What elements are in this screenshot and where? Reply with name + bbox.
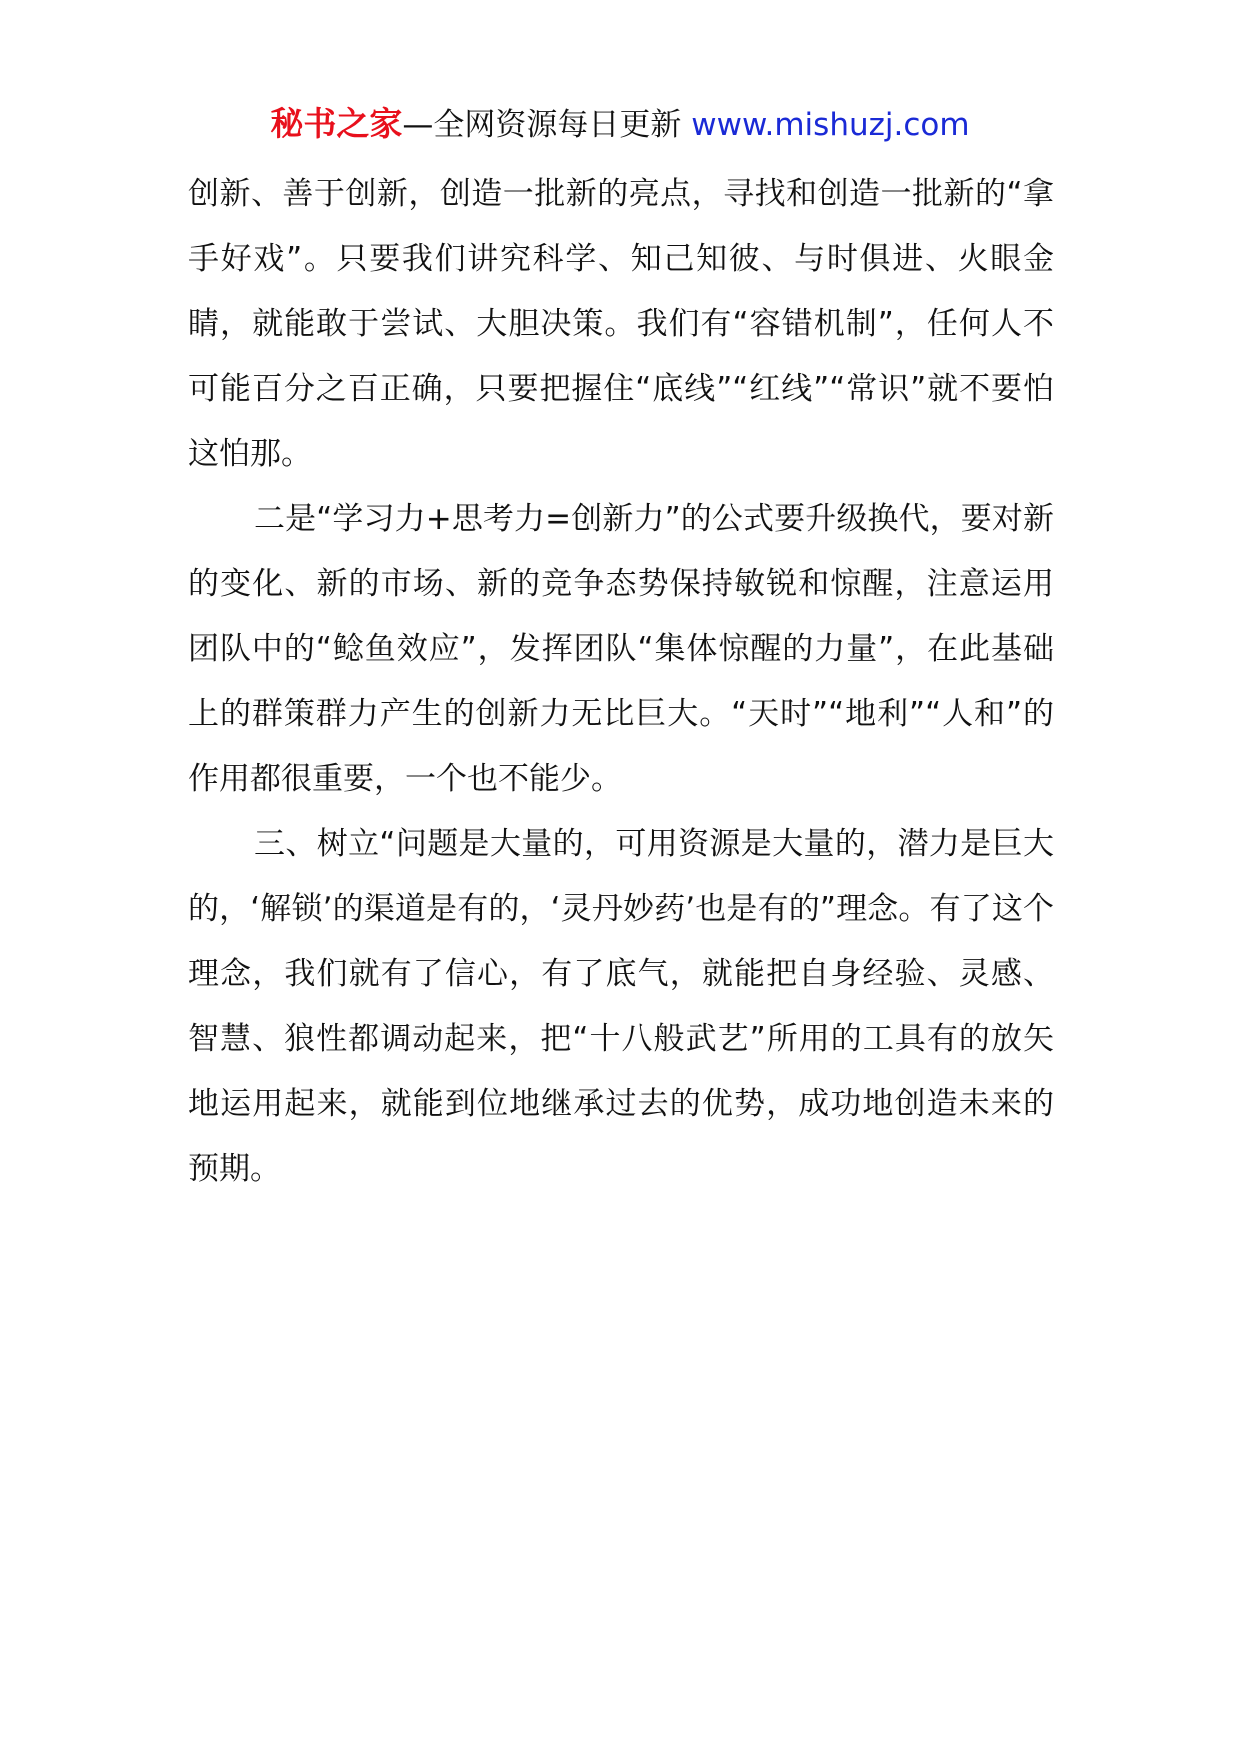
header-brand: 秘书之家: [270, 104, 403, 143]
header-tagline: —全网资源每日更新: [402, 107, 682, 143]
paragraph-point-three: 三、树立“问题是大量的，可用资源是大量的，潜力是巨大的，‘解锁’的渠道是有的，‘灵丹妙药’也是有的”理念。有了这个理念，我们就有了信心，有了底气，就能把自身经验、灵感、智慧、狼性都调动起来，把“十八般武艺”所用的工具有的放矢地运用起来，就能到位地继承过去的优势，成功地创造未来的预期。: [188, 826, 1054, 1187]
document-body: [188, 162, 1054, 1202]
paragraph-point-two: 二是“学习力+思考力=创新力”的公式要升级换代，要对新的变化、新的市场、新的竞争态势保持敏锐和惊醒，注意运用团队中的“鲶鱼效应”，发挥团队“集体惊醒的力量”，在此基础上的群策群力产生的创新力无比巨大。“天时”“地利”“人和”的作用都很重要，一个也不能少。: [188, 501, 1054, 797]
page-header: [0, 100, 1240, 149]
paragraph-continued: 创新、善于创新，创造一批新的亮点，寻找和创造一批新的“拿手好戏”。只要我们讲究科学、知己知彼、与时俱进、火眼金睛，就能敢于尝试、大胆决策。我们有“容错机制”，任何人不可能百分之百正确，只要把握住“底线”“红线”“常识”就不要怕这怕那。: [188, 176, 1054, 472]
header-url-link[interactable]: www.mishuzj.com: [691, 107, 970, 143]
